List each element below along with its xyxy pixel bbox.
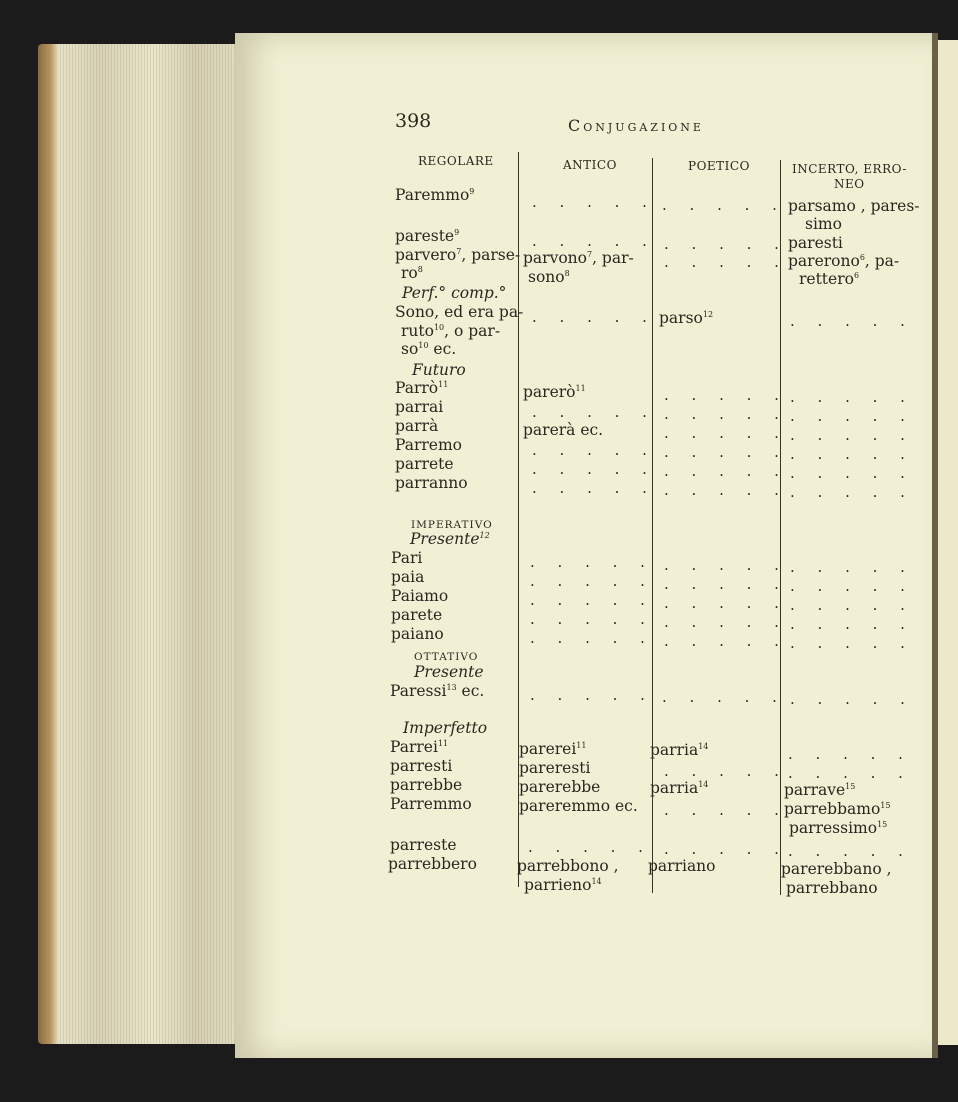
cell-incerto: parerono$^6$, pa- bbox=[788, 252, 900, 270]
cell-incerto-dots: . . . . . bbox=[788, 842, 912, 860]
cell-regolare: parrebbe bbox=[390, 776, 463, 794]
cell-incerto-dots: . . . . . bbox=[790, 464, 914, 482]
section-label: Futuro bbox=[412, 361, 466, 379]
cell-regolare: parete bbox=[391, 606, 443, 624]
cell-antico-dots: . . . . . bbox=[530, 610, 654, 628]
cell-incerto-dots: . . . . . bbox=[790, 445, 914, 463]
cell-antico-dots: . . . . . bbox=[530, 629, 654, 647]
cell-regolare: Parremo bbox=[395, 436, 462, 454]
gutter bbox=[932, 33, 938, 1058]
cell-regolare: Parrò$^{11}$ bbox=[395, 379, 449, 397]
cell-antico-dots: . . . . . bbox=[532, 193, 656, 211]
cell-incerto: paresti bbox=[788, 234, 843, 252]
cell-regolare: Pari bbox=[391, 549, 423, 567]
cell-incerto: parsamo , pares- bbox=[788, 197, 920, 215]
cell-antico-dots: . . . . . bbox=[528, 838, 652, 856]
cell-regolare: Sono, ed era pa- bbox=[395, 303, 524, 321]
cell-poetico-dots: . . . . . bbox=[664, 840, 788, 858]
cell-antico: pareresti bbox=[519, 759, 591, 777]
cell-antico-dots: . . . . . bbox=[530, 553, 654, 571]
cell-poetico-dots: . . . . . bbox=[664, 443, 788, 461]
tense-label: Presente bbox=[414, 663, 484, 681]
column-header-incerto: INCERTO, ERRO- bbox=[792, 162, 907, 176]
cell-antico-dots: . . . . . bbox=[530, 686, 654, 704]
cell-regolare: parvero$^7$, parse- bbox=[395, 246, 521, 264]
cell-antico: parerà ec. bbox=[523, 421, 604, 439]
cell-poetico-dots: . . . . . bbox=[664, 575, 788, 593]
cell-incerto-dots: . . . . . bbox=[788, 764, 912, 782]
cell-incerto-cont: parrebbano bbox=[786, 879, 878, 897]
cell-antico-dots: . . . . . bbox=[532, 308, 656, 326]
cell-antico-dots: . . . . . bbox=[532, 460, 656, 478]
cell-regolare: paia bbox=[391, 568, 425, 586]
cell-antico-cont: sono$^8$ bbox=[528, 268, 570, 286]
column-header-incerto-2: NEO bbox=[834, 177, 865, 191]
cell-poetico: parria$^{14}$ bbox=[650, 779, 709, 797]
cell-incerto-dots: . . . . . bbox=[790, 577, 914, 595]
cell-regolare-cont: $ro^8$ bbox=[401, 264, 423, 282]
cell-incerto-dots: . . . . . bbox=[790, 312, 914, 330]
cell-antico: parerebbe bbox=[519, 778, 601, 796]
cell-regolare-cont: ruto$^{10}$, o par- bbox=[401, 322, 501, 340]
cell-poetico-dots: . . . . . bbox=[664, 481, 788, 499]
cell-poetico-dots: . . . . . bbox=[664, 424, 788, 442]
cell-regolare: parrai bbox=[395, 398, 444, 416]
cell-poetico-dots: . . . . . bbox=[664, 632, 788, 650]
cell-poetico: parriano bbox=[648, 857, 716, 875]
cell-poetico-dots: . . . . . bbox=[664, 762, 788, 780]
cell-poetico-dots: . . . . . bbox=[662, 688, 786, 706]
cell-antico-dots: . . . . . bbox=[532, 441, 656, 459]
mood-label: OTTATIVO bbox=[414, 651, 479, 663]
cell-antico-dots: . . . . . bbox=[532, 232, 656, 250]
cell-antico: parerò$^{11}$ bbox=[523, 383, 586, 401]
cell-regolare: Parrei$^{11}$ bbox=[390, 738, 449, 756]
column-header-antico: ANTICO bbox=[563, 158, 617, 172]
mood-label: IMPERATIVO bbox=[411, 519, 493, 531]
cell-regolare: parreste bbox=[390, 836, 457, 854]
cell-incerto-dots: . . . . . bbox=[790, 558, 914, 576]
cell-poetico-dots: . . . . . bbox=[664, 386, 788, 404]
tense-label: Imperfetto bbox=[403, 719, 488, 737]
book-page-edges bbox=[38, 44, 248, 1044]
cell-poetico-dots: . . . . . bbox=[664, 235, 788, 253]
cell-regolare: parrà bbox=[395, 417, 439, 435]
cell-antico-dots: . . . . . bbox=[530, 572, 654, 590]
cell-regolare-cont: $so^{10}$ ec. bbox=[401, 340, 457, 358]
cell-incerto: parressimo$^{15}$ bbox=[789, 819, 888, 837]
cell-antico-dots: . . . . . bbox=[532, 403, 656, 421]
page-number: 398 bbox=[395, 110, 432, 132]
cell-incerto: parerebbano , bbox=[781, 860, 892, 878]
cell-incerto-dots: . . . . . bbox=[790, 634, 914, 652]
cell-incerto: parrave$^{15}$ bbox=[784, 781, 856, 799]
cell-antico: parrebbono , bbox=[517, 857, 619, 875]
cell-poetico: parso$^{12}$ bbox=[659, 309, 714, 327]
cell-poetico-dots: . . . . . bbox=[664, 462, 788, 480]
cell-regolare: Parremmo bbox=[390, 795, 472, 813]
cell-poetico: parria$^{14}$ bbox=[650, 741, 709, 759]
cell-incerto-dots: . . . . . bbox=[790, 596, 914, 614]
cell-incerto-dots: . . . . . bbox=[790, 483, 914, 501]
cell-poetico-dots: . . . . . bbox=[664, 594, 788, 612]
column-header-poetico: POETICO bbox=[688, 159, 750, 173]
cell-regolare: parranno bbox=[395, 474, 468, 492]
cell-regolare: Paremmo$^9$ bbox=[395, 186, 475, 204]
cell-incerto-dots: . . . . . bbox=[788, 745, 912, 763]
cell-poetico-dots: . . . . . bbox=[664, 801, 788, 819]
cell-incerto-dots: . . . . . bbox=[790, 690, 914, 708]
cell-incerto-cont: simo bbox=[805, 215, 842, 233]
cell-antico-dots: . . . . . bbox=[532, 479, 656, 497]
section-label: Perf.° comp.° bbox=[402, 284, 507, 302]
cell-regolare: parrete bbox=[395, 455, 454, 473]
cell-poetico-dots: . . . . . bbox=[664, 253, 788, 271]
cell-antico-dots: . . . . . bbox=[530, 591, 654, 609]
tense-label: Presente$^{12}$ bbox=[410, 530, 490, 548]
column-header-regolare: REGOLARE bbox=[418, 154, 494, 168]
cell-antico: pareremmo ec. bbox=[519, 797, 638, 815]
cell-regolare: paiano bbox=[391, 625, 444, 643]
cell-poetico-dots: . . . . . bbox=[664, 405, 788, 423]
cell-incerto-cont: rettero$^6$ bbox=[799, 270, 860, 288]
cell-poetico-dots: . . . . . bbox=[662, 196, 786, 214]
cell-poetico-dots: . . . . . bbox=[664, 613, 788, 631]
cell-antico: parvono$^7$, par- bbox=[523, 249, 634, 267]
cell-regolare: parresti bbox=[390, 757, 453, 775]
cell-incerto-dots: . . . . . bbox=[790, 615, 914, 633]
cell-regolare: Paressi$^{13}$ ec. bbox=[390, 682, 485, 700]
cell-antico: parerei$^{11}$ bbox=[519, 740, 587, 758]
cell-incerto-dots: . . . . . bbox=[790, 388, 914, 406]
book-page bbox=[235, 33, 935, 1058]
cell-poetico-dots: . . . . . bbox=[664, 556, 788, 574]
cell-regolare: pareste$^9$ bbox=[395, 227, 460, 245]
running-title: Conjugazione bbox=[568, 116, 704, 135]
cell-antico-cont: parrieno$^{14}$ bbox=[524, 876, 602, 894]
cell-incerto-dots: . . . . . bbox=[790, 407, 914, 425]
cell-regolare: Paiamo bbox=[391, 587, 449, 605]
cell-regolare: parrebbero bbox=[388, 855, 477, 873]
cell-incerto-dots: . . . . . bbox=[790, 426, 914, 444]
cell-incerto: parrebbamo$^{15}$ bbox=[784, 800, 891, 818]
